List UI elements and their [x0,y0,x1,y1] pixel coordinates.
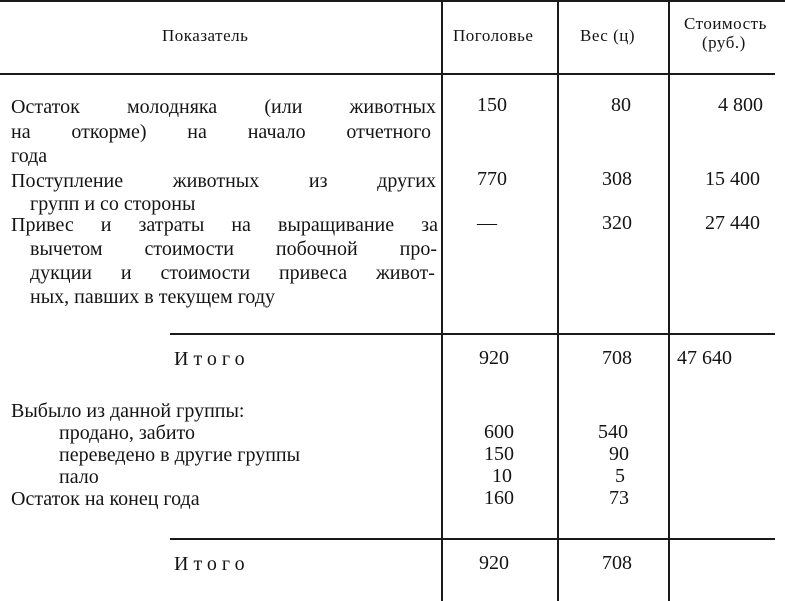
row1-cost: 4 800 [718,94,763,116]
row3-head-count: — [477,212,497,234]
header-bottom-rule [0,73,775,75]
row1-weight: 80 [611,94,631,116]
disposed-item-label: продано, забито [59,422,196,444]
end-balance-head-count: 160 [484,487,514,509]
header-head-count: Поголовье [453,26,534,45]
total2-rule [170,538,775,540]
row2-head-count: 770 [477,168,507,190]
disposed-item-head-count: 150 [484,443,514,465]
disposed-item-label: переведено в другие группы [59,444,301,466]
header-cost-line2: (руб.) [702,33,746,52]
row1-line3: года [11,145,48,167]
row1-head-count: 150 [477,94,507,116]
header-cost-line1: Стоимость [684,14,767,33]
disposed-item-label: пало [59,466,99,488]
row3-line2: вычетом стоимости побочной про- [30,238,437,260]
row1-line2: на откорме) на начало отчетного [11,121,431,143]
row3-cost: 27 440 [705,212,760,234]
total2-label: Итого [174,553,250,575]
disposed-item-weight: 90 [609,443,629,465]
row2-cost: 15 400 [705,168,760,190]
row3-line1: Привес и затраты на выращивание за [11,214,438,236]
disposed-title: Выбыло из данной группы: [11,400,245,422]
disposed-item-weight: 5 [615,465,625,487]
total1-label: Итого [174,348,250,370]
column-divider-1 [441,0,443,601]
row3-weight: 320 [602,212,632,234]
column-divider-3 [668,0,670,601]
header-indicator: Показатель [162,26,249,45]
row3-line3: дукции и стоимости привеса живот- [30,262,435,284]
total1-cost: 47 640 [677,347,732,369]
row2-weight: 308 [602,168,632,190]
disposed-item-head-count: 600 [484,421,514,443]
row2-line2: групп и со стороны [30,193,196,215]
total1-rule [170,333,775,335]
end-balance-label: Остаток на конец года [11,488,200,510]
total1-head-count: 920 [479,347,509,369]
row2-line1: Поступление животных из других [11,170,436,192]
total1-weight: 708 [602,347,632,369]
total2-weight: 708 [602,552,632,574]
disposed-item-head-count: 10 [492,465,512,487]
row3-line4: ных, павших в текущем году [30,286,275,308]
column-divider-2 [557,0,559,601]
total2-head-count: 920 [479,552,509,574]
row1-line1: Остаток молодняка (или животных [11,96,436,118]
disposed-item-weight: 540 [598,421,628,443]
end-balance-weight: 73 [609,487,629,509]
header-weight: Вес (ц) [580,26,636,45]
